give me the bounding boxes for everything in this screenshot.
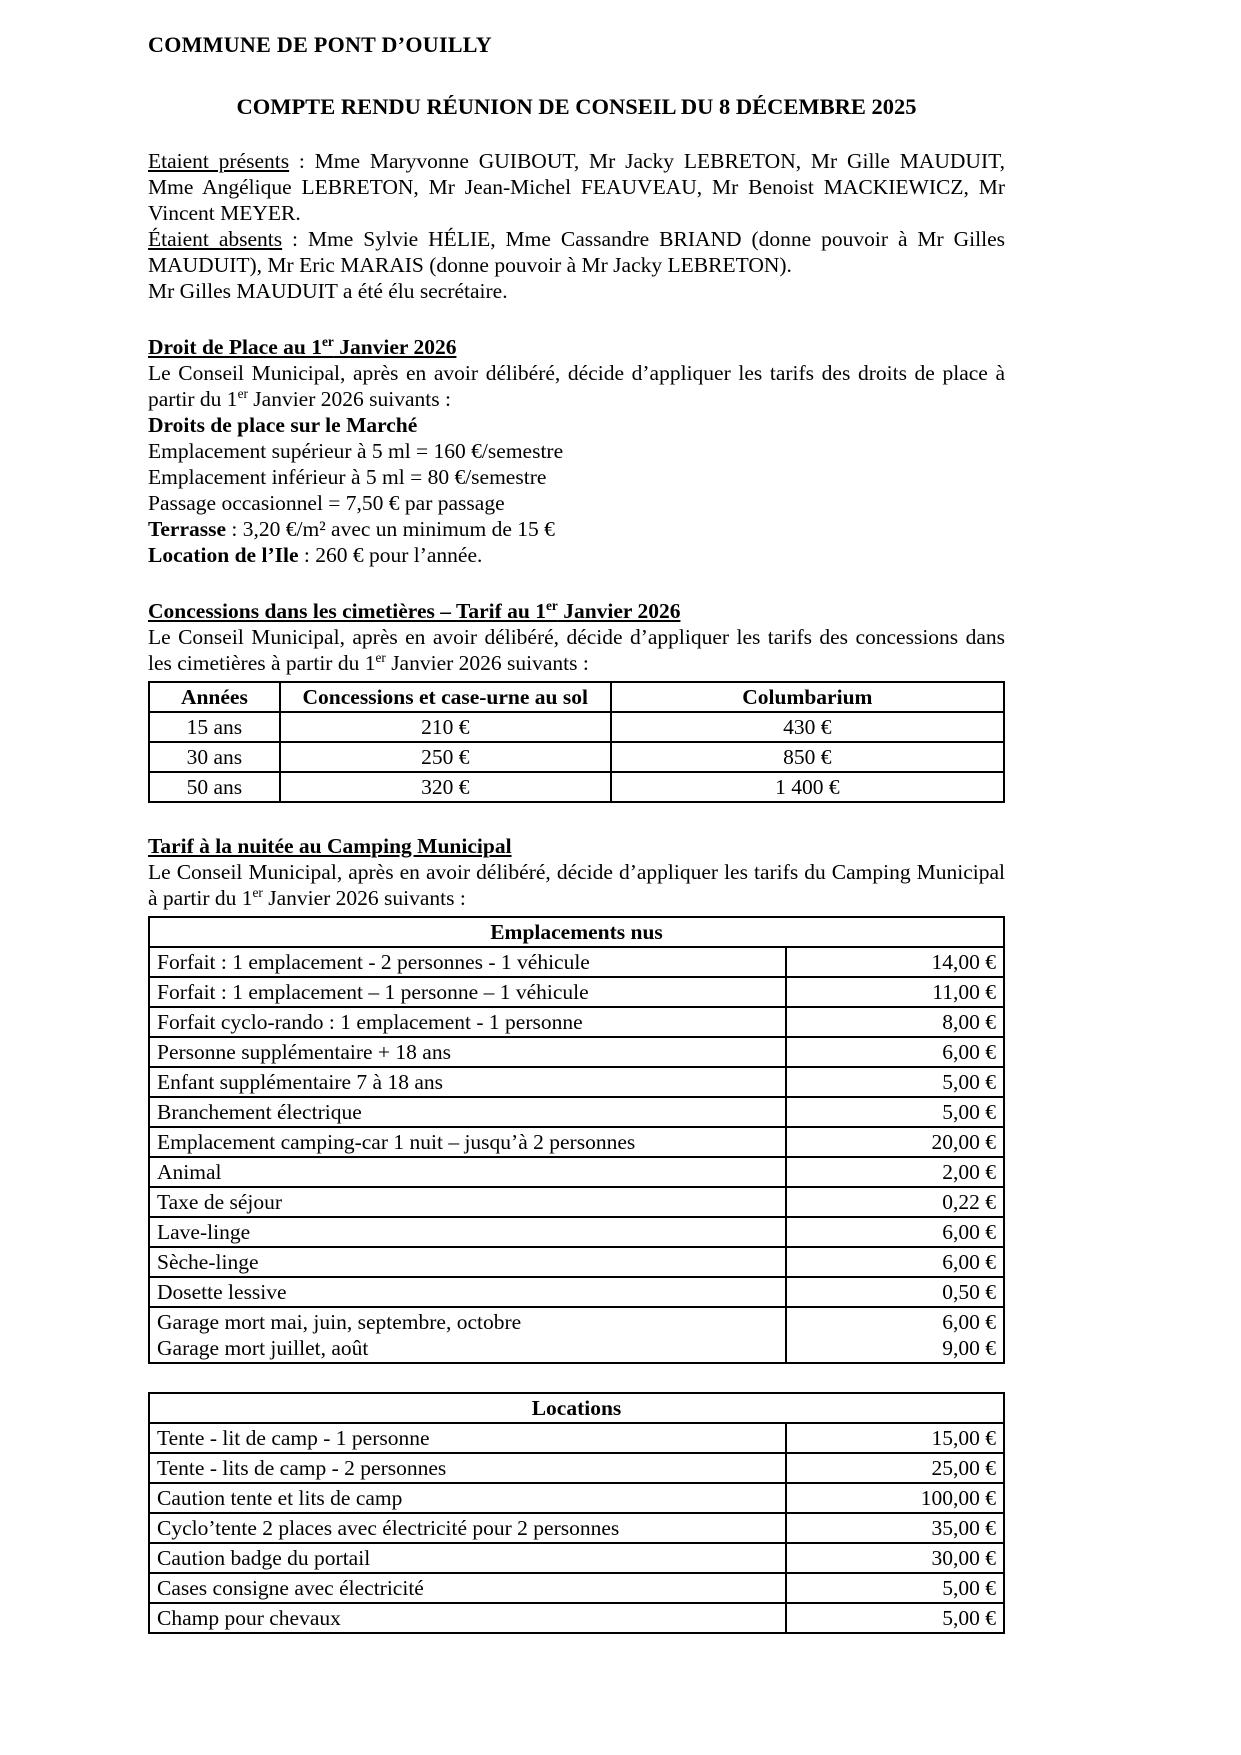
presents-text: : Mme Maryvonne GUIBOUT, Mr Jacky LEBRETON, Mr Gille MAUDUIT, Mme Angélique LEBRETON, Mr Jean-Michel FEAUVEAU, Mr Benoist MACKIEWICZ, Mr Vincent MEYER. — [148, 149, 1006, 225]
table-row — [149, 1157, 1004, 1187]
table-row — [149, 1277, 1004, 1307]
intro-text: Janvier 2026 suivants : — [385, 651, 589, 675]
garage-price-cell — [786, 1307, 1004, 1363]
absents-paragraph — [148, 226, 1005, 278]
garage-label-cell — [149, 1307, 786, 1363]
table-row — [149, 1543, 1004, 1573]
table-row — [149, 1513, 1004, 1543]
intro-text: Le Conseil Municipal, après en avoir délibéré, décide d’appliquer les tarifs du Camping Municipal à partir du 1 — [148, 860, 1005, 910]
cell-annees: 15 ans — [149, 712, 280, 742]
tariff-label: Personne supplémentaire + 18 ans — [149, 1037, 786, 1067]
tariff-label: Sèche-linge — [149, 1247, 786, 1277]
table-row — [149, 1423, 1004, 1453]
cell-columbarium-price: 430 € — [611, 712, 1004, 742]
table-row — [149, 1573, 1004, 1603]
tariff-price: 11,00 € — [786, 977, 1004, 1007]
ordinal-superscript: er — [321, 333, 334, 349]
garage-price-line1: 6,00 € — [942, 1310, 996, 1334]
garage-price-line2: 9,00 € — [942, 1336, 996, 1360]
tariff-price: 5,00 € — [786, 1573, 1004, 1603]
table-row — [149, 977, 1004, 1007]
tariff-label: Taxe de séjour — [149, 1187, 786, 1217]
document-title: COMPTE RENDU RÉUNION DE CONSEIL DU 8 DÉCEMBRE 2025 — [236, 94, 917, 119]
tariff-price: 14,00 € — [786, 947, 1004, 977]
secretary-line: Mr Gilles MAUDUIT a été élu secrétaire. — [148, 279, 508, 303]
garage-label-line1: Garage mort mai, juin, septembre, octobre — [157, 1310, 522, 1334]
camping-heading: Tarif à la nuitée au Camping Municipal — [148, 834, 512, 858]
emplacements-nus-table — [148, 916, 1005, 1364]
ordinal-superscript: er — [252, 884, 263, 900]
presents-label: Etaient présents — [148, 149, 290, 173]
tariff-label: Dosette lessive — [149, 1277, 786, 1307]
heading-text: Concessions dans les cimetières – Tarif au 1 — [148, 599, 546, 623]
cell-annees: 50 ans — [149, 772, 280, 802]
cell-concession-price: 320 € — [280, 772, 611, 802]
table-row — [149, 1483, 1004, 1513]
cell-concession-price: 210 € — [280, 712, 611, 742]
location-ile-label: Location de l’Ile — [148, 543, 299, 567]
ordinal-superscript: er — [375, 649, 386, 665]
absents-text: : Mme Sylvie HÉLIE, Mme Cassandre BRIAND (donne pouvoir à Mr Gilles MAUDUIT), Mr Eric MARAIS (donne pouvoir à Mr Jacky LEBRETON). — [148, 227, 1005, 277]
tariff-label: Forfait cyclo-rando : 1 emplacement - 1 personne — [149, 1007, 786, 1037]
heading-text: Droit de Place au 1 — [148, 335, 322, 359]
intro-text: Janvier 2026 suivants : — [262, 886, 466, 910]
intro-text: Le Conseil Municipal, après en avoir délibéré, décide d’appliquer les tarifs des droits de place à partir du 1 — [148, 361, 1005, 411]
tariff-price: 5,00 € — [786, 1067, 1004, 1097]
column-header-columbarium: Columbarium — [611, 682, 1004, 712]
cemetery-tariff-table — [148, 681, 1005, 803]
tariff-label: Lave-linge — [149, 1217, 786, 1247]
tariff-price: 6,00 € — [786, 1037, 1004, 1067]
table-row — [149, 1127, 1004, 1157]
table-row — [149, 1217, 1004, 1247]
concessions-section — [148, 598, 1005, 803]
tarif-line-emplacement-inferieur: Emplacement inférieur à 5 ml = 80 €/semestre — [148, 465, 547, 489]
tariff-price: 8,00 € — [786, 1007, 1004, 1037]
terrasse-text: : 3,20 €/m² avec un minimum de 15 € — [226, 517, 555, 541]
tariff-label: Cases consigne avec électricité — [149, 1573, 786, 1603]
tarif-line-location-ile — [148, 542, 1005, 568]
tariff-label: Tente - lit de camp - 1 personne — [149, 1423, 786, 1453]
table-row — [149, 1097, 1004, 1127]
table-row — [149, 1187, 1004, 1217]
droit-de-place-heading — [148, 334, 1005, 360]
table-row — [149, 1007, 1004, 1037]
table-header-row — [149, 917, 1004, 947]
column-header-concessions: Concessions et case-urne au sol — [280, 682, 611, 712]
tariff-label: Tente - lits de camp - 2 personnes — [149, 1453, 786, 1483]
tariff-label: Forfait : 1 emplacement – 1 personne – 1 véhicule — [149, 977, 786, 1007]
cell-annees: 30 ans — [149, 742, 280, 772]
tariff-price: 25,00 € — [786, 1453, 1004, 1483]
absents-label: Étaient absents — [148, 227, 283, 251]
tariff-label: Forfait : 1 emplacement - 2 personnes - 1 véhicule — [149, 947, 786, 977]
heading-text: Janvier 2026 — [333, 335, 457, 359]
commune-header: COMMUNE DE PONT D’OUILLY — [148, 32, 492, 57]
tariff-label: Emplacement camping-car 1 nuit – jusqu’à 2 personnes — [149, 1127, 786, 1157]
heading-text: Janvier 2026 — [557, 599, 681, 623]
tariff-label: Caution badge du portail — [149, 1543, 786, 1573]
droit-de-place-intro — [148, 360, 1005, 412]
concessions-intro — [148, 624, 1005, 676]
table-row — [149, 1307, 1004, 1363]
table-row — [149, 947, 1004, 977]
table-row — [149, 772, 1004, 802]
camping-section — [148, 833, 1005, 1634]
tariff-label: Champ pour chevaux — [149, 1603, 786, 1633]
tariff-label: Enfant supplémentaire 7 à 18 ans — [149, 1067, 786, 1097]
table-header-row — [149, 1393, 1004, 1423]
tariff-label: Caution tente et lits de camp — [149, 1483, 786, 1513]
intro-text: Le Conseil Municipal, après en avoir délibéré, décide d’appliquer les tarifs des concessions dans les cimetières à partir du 1 — [148, 625, 1005, 675]
location-ile-text: : 260 € pour l’année. — [298, 543, 483, 567]
marche-subheading: Droits de place sur le Marché — [148, 413, 418, 437]
table-row — [149, 1453, 1004, 1483]
tarif-line-emplacement-superieur: Emplacement supérieur à 5 ml = 160 €/semestre — [148, 439, 564, 463]
cell-columbarium-price: 850 € — [611, 742, 1004, 772]
tariff-price: 6,00 € — [786, 1247, 1004, 1277]
tariff-price: 0,22 € — [786, 1187, 1004, 1217]
attendance-section — [148, 148, 1005, 304]
tariff-label: Animal — [149, 1157, 786, 1187]
table-row — [149, 742, 1004, 772]
tariff-price: 35,00 € — [786, 1513, 1004, 1543]
tariff-label: Cyclo’tente 2 places avec électricité pour 2 personnes — [149, 1513, 786, 1543]
locations-header: Locations — [149, 1393, 1004, 1423]
table-row — [149, 1603, 1004, 1633]
cell-columbarium-price: 1 400 € — [611, 772, 1004, 802]
table-row — [149, 712, 1004, 742]
tariff-price: 0,50 € — [786, 1277, 1004, 1307]
intro-text: Janvier 2026 suivants : — [247, 387, 451, 411]
table-header-row — [149, 682, 1004, 712]
droit-de-place-section — [148, 334, 1005, 568]
tarif-line-passage: Passage occasionnel = 7,50 € par passage — [148, 491, 505, 515]
table-row — [149, 1247, 1004, 1277]
tariff-price: 2,00 € — [786, 1157, 1004, 1187]
cell-concession-price: 250 € — [280, 742, 611, 772]
emplacements-nus-header: Emplacements nus — [149, 917, 1004, 947]
tariff-price: 30,00 € — [786, 1543, 1004, 1573]
tariff-price: 5,00 € — [786, 1603, 1004, 1633]
tariff-price: 20,00 € — [786, 1127, 1004, 1157]
ordinal-superscript: er — [237, 385, 248, 401]
tariff-price: 100,00 € — [786, 1483, 1004, 1513]
concessions-heading — [148, 598, 1005, 624]
tariff-label: Branchement électrique — [149, 1097, 786, 1127]
tariff-price: 6,00 € — [786, 1217, 1004, 1247]
camping-intro — [148, 859, 1005, 911]
terrasse-label: Terrasse — [148, 517, 227, 541]
tariff-price: 5,00 € — [786, 1097, 1004, 1127]
presents-paragraph — [148, 148, 1005, 226]
tarif-line-terrasse — [148, 516, 1005, 542]
ordinal-superscript: er — [545, 597, 558, 613]
table-row — [149, 1037, 1004, 1067]
tariff-price: 15,00 € — [786, 1423, 1004, 1453]
garage-label-line2: Garage mort juillet, août — [157, 1336, 369, 1360]
table-row — [149, 1067, 1004, 1097]
column-header-annees: Années — [149, 682, 280, 712]
locations-table — [148, 1392, 1005, 1634]
